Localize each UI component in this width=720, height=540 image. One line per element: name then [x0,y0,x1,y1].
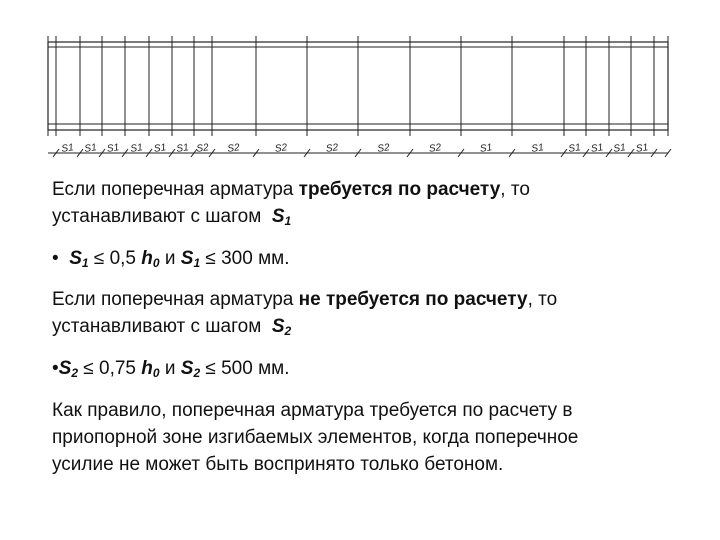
spacing-symbol: S [58,358,72,379]
spacing-label: S1 [153,142,167,155]
spacing-symbol-subscript: 2 [71,366,79,380]
paragraph-required-line2 [52,203,692,230]
paragraph-general-rule-line3: усилие не может быть воспринято только бетоном. [52,454,504,475]
text-segment: ≤ 500 мм. [200,358,290,379]
text-segment: и [159,358,181,379]
paragraph-general-rule-line1: Как правило, поперечная арматура требуется по расчету в [52,400,573,421]
text-segment: устанавливают с шагом [52,206,262,227]
paragraph-not-required [52,286,692,340]
bullet-glyph: • [52,358,59,379]
spacing-label: S1 [567,142,582,155]
bullet-s1-condition [52,245,692,272]
text-segment: ≤ 300 мм. [200,248,290,269]
height-symbol-subscript: 0 [152,256,160,270]
bullet-glyph: • [52,248,59,269]
text-segment: устанавливают с шагом [52,316,262,337]
spacing-symbol-subscript: 1 [81,256,89,270]
height-symbol: h [141,358,153,379]
spacing-label: S2 [195,142,210,155]
text-segment: ≤ 0,5 [88,248,142,269]
spacing-label: S2 [428,142,442,155]
spacing-label: S1 [175,142,190,155]
spacing-label: S1 [479,142,493,155]
spacing-label: S1 [106,142,120,155]
paragraph-not-required-line2 [52,313,692,340]
spacing-label: S2 [325,142,339,155]
spacing-label: S2 [376,142,391,155]
paragraph-general-rule-line2: приопорной зоне изгибаемых элементов, когда поперечное [52,427,579,448]
text-segment: Если поперечная арматура [52,289,299,310]
spacing-symbol-subscript: 2 [193,366,201,380]
height-symbol-subscript: 0 [152,366,160,380]
stirrups [48,36,668,136]
spacing-symbol-subscript: 1 [193,256,201,270]
text-segment: , то [527,289,558,310]
spacing-label: S1 [60,142,75,155]
text-segment: Если поперечная арматура [52,179,299,200]
beam-stirrup-diagram [0,0,720,170]
spacing-symbol-subscript: 1 [284,214,292,228]
text-segment: , то [500,179,530,200]
spacing-label: S2 [226,142,241,155]
paragraph-required-line1 [52,176,692,203]
text-emphasis: требуется по расчету [298,179,501,200]
bullet-s2-condition [52,355,692,382]
spacing-symbol: S [271,206,285,227]
spacing-label: S2 [274,142,288,155]
spacing-symbol: S [69,248,82,269]
spacing-symbol: S [271,316,285,337]
spacing-label: S1 [590,142,604,155]
paragraph-not-required-line1 [52,286,692,313]
paragraph-general-rule [52,397,692,478]
spacing-label: S1 [83,142,98,155]
paragraph-required [52,176,692,230]
text-emphasis: не требуется по расчету [298,289,528,310]
spacing-label: S1 [530,142,545,155]
text-segment: ≤ 0,75 [78,358,142,379]
spacing-label: S1 [635,142,649,155]
spacing-symbol: S [180,358,194,379]
text-segment: и [159,248,181,269]
spacing-symbol: S [180,248,194,269]
spacing-symbol-subscript: 2 [284,324,292,338]
spacing-label: S1 [129,142,144,155]
height-symbol: h [141,248,153,269]
spacing-label: S1 [612,142,627,155]
